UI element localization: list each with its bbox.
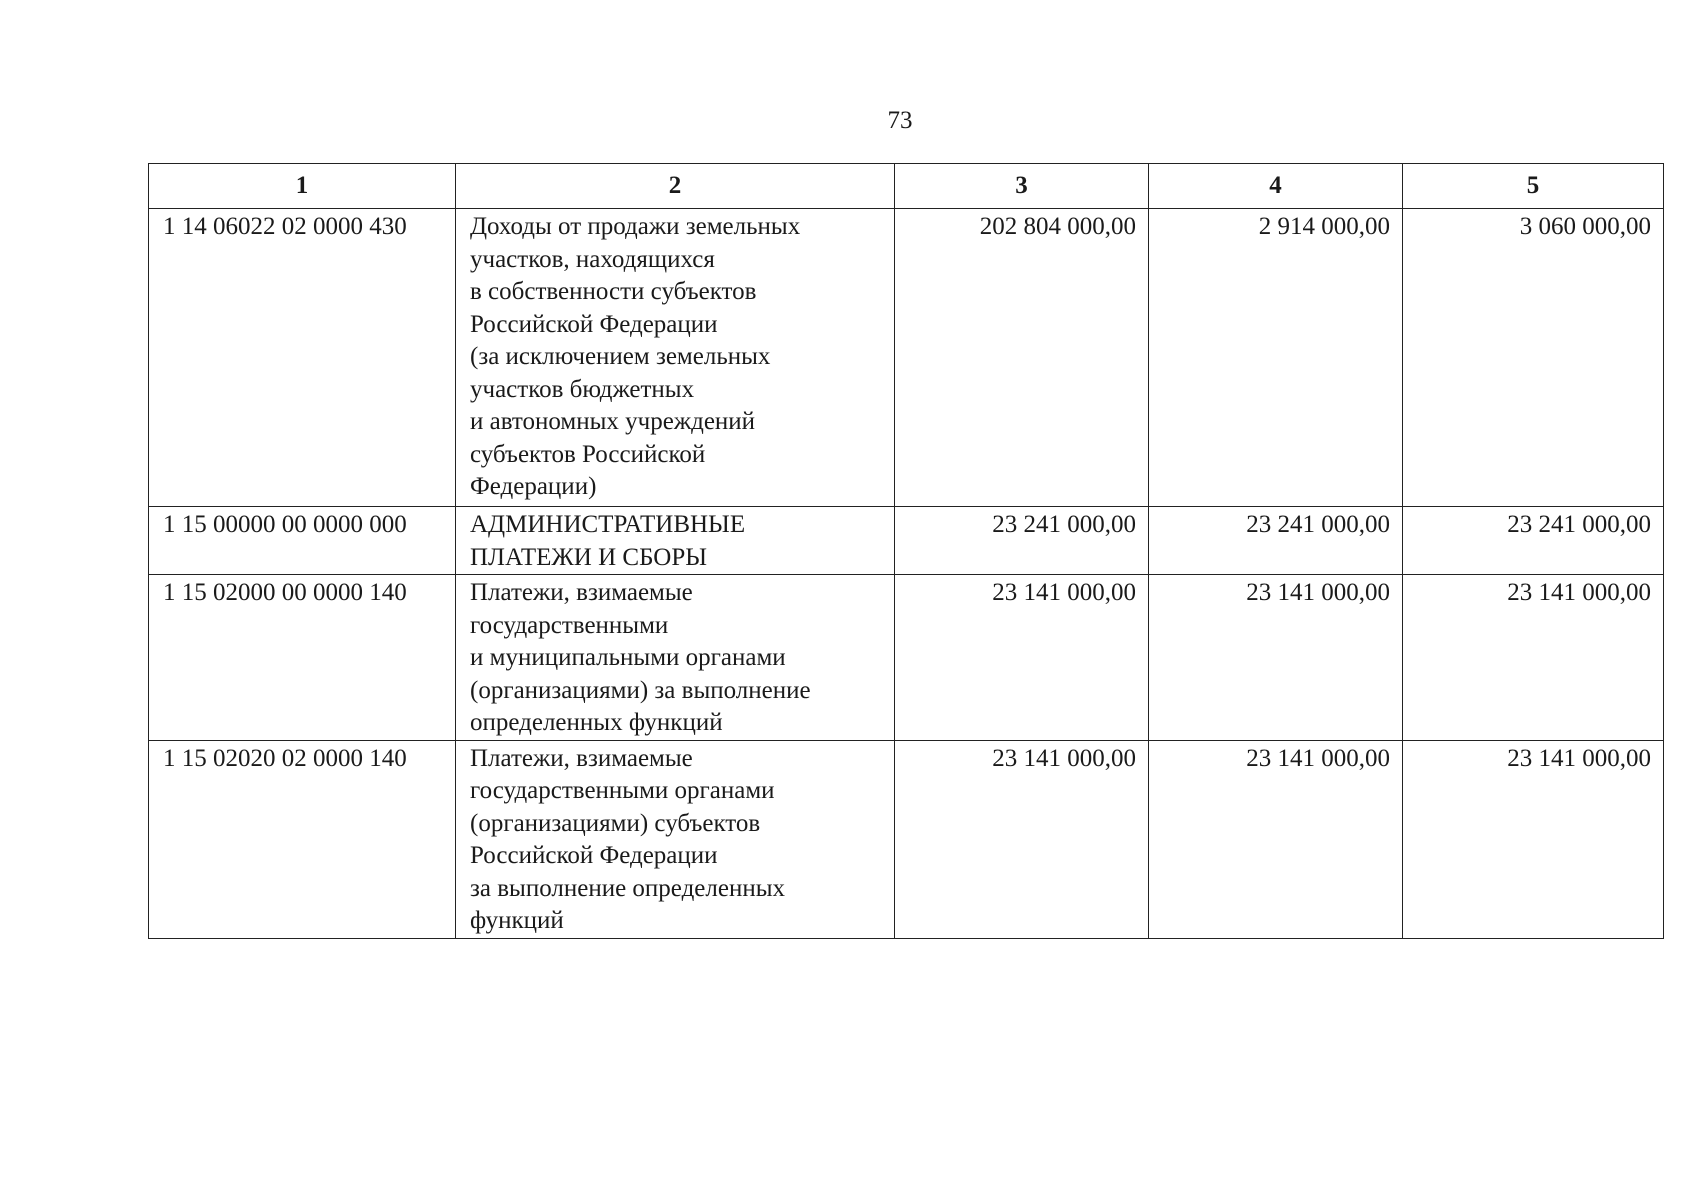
amount-col5: 23 241 000,00 (1403, 507, 1664, 575)
amount-col3: 23 141 000,00 (895, 740, 1149, 938)
budget-code: 1 15 00000 00 0000 000 (149, 507, 456, 575)
name-line: за выполнение определенных (470, 874, 786, 902)
name-line: субъектов Российской (470, 440, 706, 468)
name-line: участков, находящихся (470, 245, 715, 273)
name-line: ПЛАТЕЖИ И СБОРЫ (470, 543, 708, 571)
name-line: и автономных учреждений (470, 408, 756, 435)
income-name (456, 740, 895, 938)
table-row (149, 740, 1664, 938)
name-line: Российской Федерации (470, 310, 718, 338)
name-line: Доходы от продажи земельных (470, 213, 801, 240)
amount-col5: 3 060 000,00 (1403, 209, 1664, 507)
column-header-5: 5 (1403, 164, 1664, 209)
column-header-4: 4 (1149, 164, 1403, 209)
amount-col4: 23 241 000,00 (1149, 507, 1403, 575)
budget-code: 1 15 02020 02 0000 140 (149, 740, 456, 938)
income-name (456, 209, 895, 507)
name-line: Платежи, взимаемые (470, 579, 693, 606)
amount-col4: 23 141 000,00 (1149, 740, 1403, 938)
budget-code: 1 15 02000 00 0000 140 (149, 575, 456, 741)
income-name (456, 575, 895, 741)
name-line: АДМИНИСТРАТИВНЫЕ (470, 511, 746, 538)
amount-col3: 23 141 000,00 (895, 575, 1149, 741)
name-line: (за исключением земельных (470, 343, 771, 370)
column-header-1: 1 (149, 164, 456, 209)
name-line: Российской Федерации (470, 842, 718, 869)
income-name (456, 507, 895, 575)
amount-col4: 23 141 000,00 (1149, 575, 1403, 741)
amount-col3: 202 804 000,00 (895, 209, 1149, 507)
amount-col3: 23 241 000,00 (895, 507, 1149, 575)
name-line: в собственности субъектов (470, 278, 757, 305)
page-number: 73 (887, 107, 913, 134)
table-header-row (149, 164, 1664, 209)
name-line: и муниципальными органами (470, 644, 786, 671)
column-header-3: 3 (895, 164, 1149, 209)
name-line: функций (470, 907, 564, 934)
column-header-2: 2 (456, 164, 895, 209)
amount-col5: 23 141 000,00 (1403, 740, 1664, 938)
name-line: (организациями) за выполнение (470, 676, 811, 704)
name-line: (организациями) субъектов (470, 809, 761, 837)
table-row (149, 507, 1664, 575)
table-row (149, 209, 1664, 507)
amount-col5: 23 141 000,00 (1403, 575, 1664, 741)
name-line: участков бюджетных (470, 375, 695, 403)
name-line: определенных функций (470, 709, 723, 736)
budget-code: 1 14 06022 02 0000 430 (149, 209, 456, 507)
name-line: Федерации) (470, 473, 597, 500)
name-line: государственными (470, 611, 669, 639)
table-row (149, 575, 1664, 741)
budget-table (148, 163, 1664, 939)
amount-col4: 2 914 000,00 (1149, 209, 1403, 507)
name-line: Платежи, взимаемые (470, 744, 693, 772)
name-line: государственными органами (470, 777, 775, 804)
